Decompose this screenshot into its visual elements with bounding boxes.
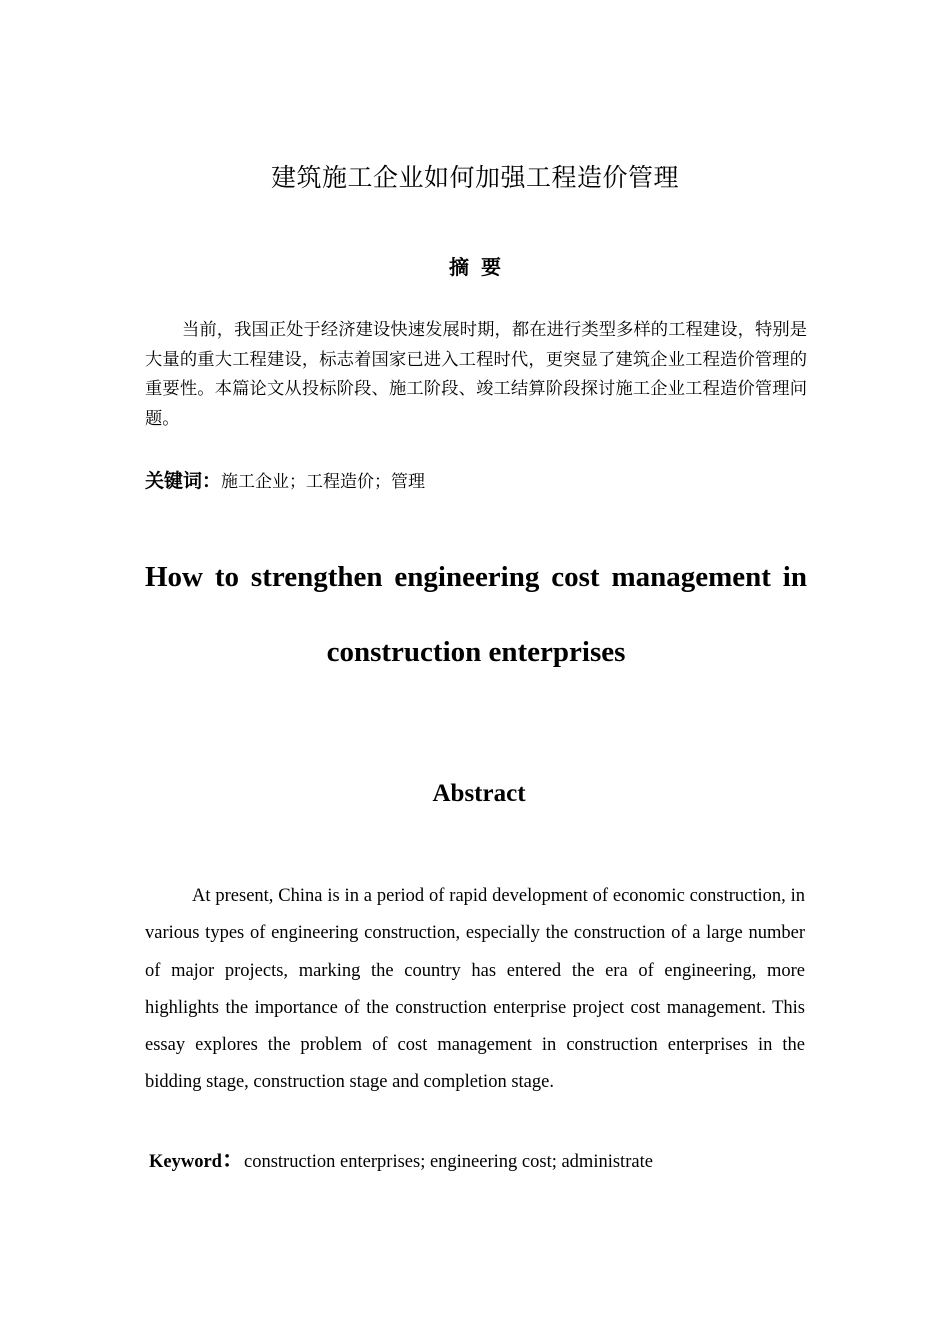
chinese-keywords-values: 施工企业；工程造价；管理 <box>221 472 426 492</box>
chinese-abstract-body: 当前，我国正处于经济建设快速发展时期，都在进行类型多样的工程建设，特别是大量的重大工程建设，标志着国家已进入工程时代，更突显了建筑企业工程造价管理的重要性。本篇论文从投标阶段、施工阶段、竣工结算阶段探讨施工企业工程造价管理问题。 <box>145 320 807 429</box>
english-abstract-heading: Abstract <box>432 780 526 807</box>
english-abstract-body: At present, China is in a period of rapid development of economic construction, in various types of engineering construction, especially the construction of a large number of major projects, marking the country has entered the era of engineering, more highlights the importance of the construction enterprise project cost management. This essay explores the problem of cost management in construction enterprises in the bidding stage, construction stage and completion stage. <box>145 886 805 1093</box>
chinese-abstract-heading: 摘要 <box>449 255 513 279</box>
chinese-keywords <box>145 466 807 493</box>
english-title: How to strengthen engineering cost management in construction enterprises <box>145 561 807 668</box>
chinese-keywords-label: 关键词： <box>145 470 222 492</box>
english-keywords-values: construction enterprises; engineering cost; administrate <box>243 1152 653 1172</box>
chinese-title: 建筑施工企业如何加强工程造价管理 <box>270 163 679 192</box>
english-keywords <box>149 1143 653 1174</box>
english-keywords-colon: ： <box>221 1148 244 1173</box>
english-keywords-label: Keyword <box>149 1152 222 1172</box>
